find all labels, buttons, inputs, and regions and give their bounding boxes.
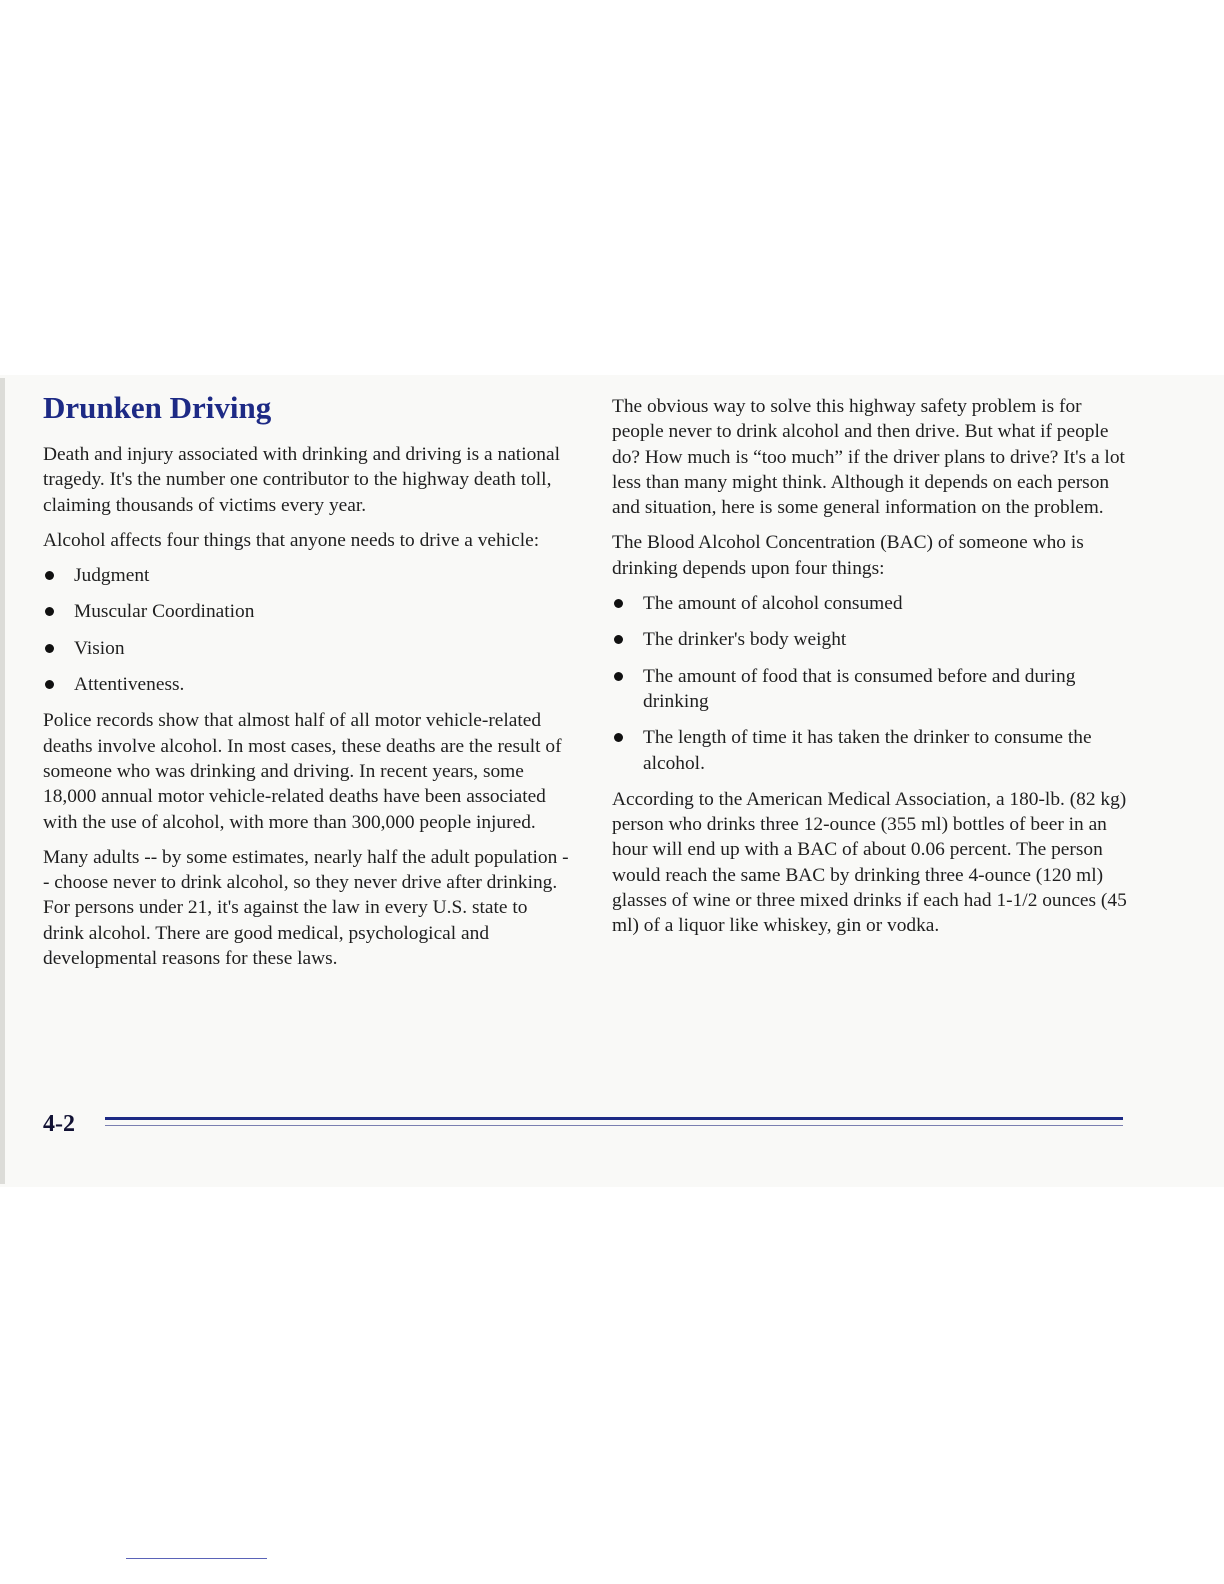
paragraph-many-adults: Many adults -- by some estimates, nearly half the adult population -- choose never to drink alcohol, so they never drive after drinking. For persons under 21, it's against the law in every U.S. state to drink alcohol. There are good medical, psychological and developmental reasons for these laws.: [43, 846, 569, 970]
paragraph-ama: According to the American Medical Association, a 180-lb. (82 kg) person who drinks three 12-ounce (355 ml) bottles of beer in an hour will end up with a BAC of about 0.06 percent. The person would reach the same BAC by drinking three 4-ounce (120 ml) glasses of wine or three mixed drinks if each had 1-1/2 ounces (45 ml) of a liquor like whiskey, gin or vodka.: [612, 788, 1127, 937]
list-item: [43, 636, 573, 661]
bullet-icon: [45, 571, 54, 580]
bullet-icon: [45, 680, 54, 689]
list-item-text: The amount of food that is consumed before and during drinking: [643, 665, 1076, 712]
footer-rule: [105, 1117, 1123, 1120]
list-item-text: Attentiveness.: [74, 674, 185, 696]
list-item: [43, 563, 573, 588]
page-edge-shadow: [0, 378, 5, 1184]
list-item: [43, 672, 573, 697]
page-number: 4-2: [43, 1111, 75, 1137]
bac-factors-list: [612, 591, 1132, 776]
list-item: [612, 591, 1132, 616]
bullet-icon: [45, 607, 54, 616]
list-item-text: Muscular Coordination: [74, 601, 255, 623]
affects-list: [43, 563, 573, 697]
paragraph-bac-intro: The Blood Alcohol Concentration (BAC) of someone who is drinking depends upon four things:: [612, 532, 1084, 579]
bullet-icon: [614, 672, 623, 681]
list-item: [612, 725, 1132, 776]
list-item: [612, 664, 1132, 715]
bottom-divider: [126, 1558, 267, 1559]
list-item-text: Vision: [74, 637, 125, 659]
section-title: Drunken Driving: [43, 390, 272, 425]
bullet-icon: [614, 635, 623, 644]
paragraph-intro: Death and injury associated with drinking and driving is a national tragedy. It's the number one contributor to the highway death toll, claiming thousands of victims every year.: [43, 444, 560, 516]
paragraph-alcohol-affects: Alcohol affects four things that anyone needs to drive a vehicle:: [43, 529, 540, 551]
footer-rule-thin: [105, 1125, 1123, 1126]
list-item-text: The amount of alcohol consumed: [643, 593, 903, 615]
list-item-text: The length of time it has taken the drinker to consume the alcohol.: [643, 727, 1092, 774]
page-footer: [43, 1108, 1128, 1148]
list-item: [43, 599, 573, 624]
bullet-icon: [45, 644, 54, 653]
left-column: [43, 388, 573, 981]
list-item-text: Judgment: [74, 565, 150, 587]
bullet-icon: [614, 599, 623, 608]
paragraph-police-records: Police records show that almost half of all motor vehicle-related deaths involve alcohol. In most cases, these deaths are the result of someone who was drinking and driving. In recent years, some 18,000 annual motor vehicle-related deaths have been associated with the use of alcohol, with more than 300,000 people injured.: [43, 710, 562, 833]
paragraph-obvious-way: The obvious way to solve this highway safety problem is for people never to drink alcohol and then drive. But what if people do? How much is “too much” if the driver plans to drive? It's a lot less than many might think. Although it depends on each person and situation, here is some general information on the problem.: [612, 396, 1125, 519]
bullet-icon: [614, 733, 623, 742]
list-item: [612, 627, 1132, 652]
right-column: [612, 394, 1132, 949]
list-item-text: The drinker's body weight: [643, 629, 847, 651]
